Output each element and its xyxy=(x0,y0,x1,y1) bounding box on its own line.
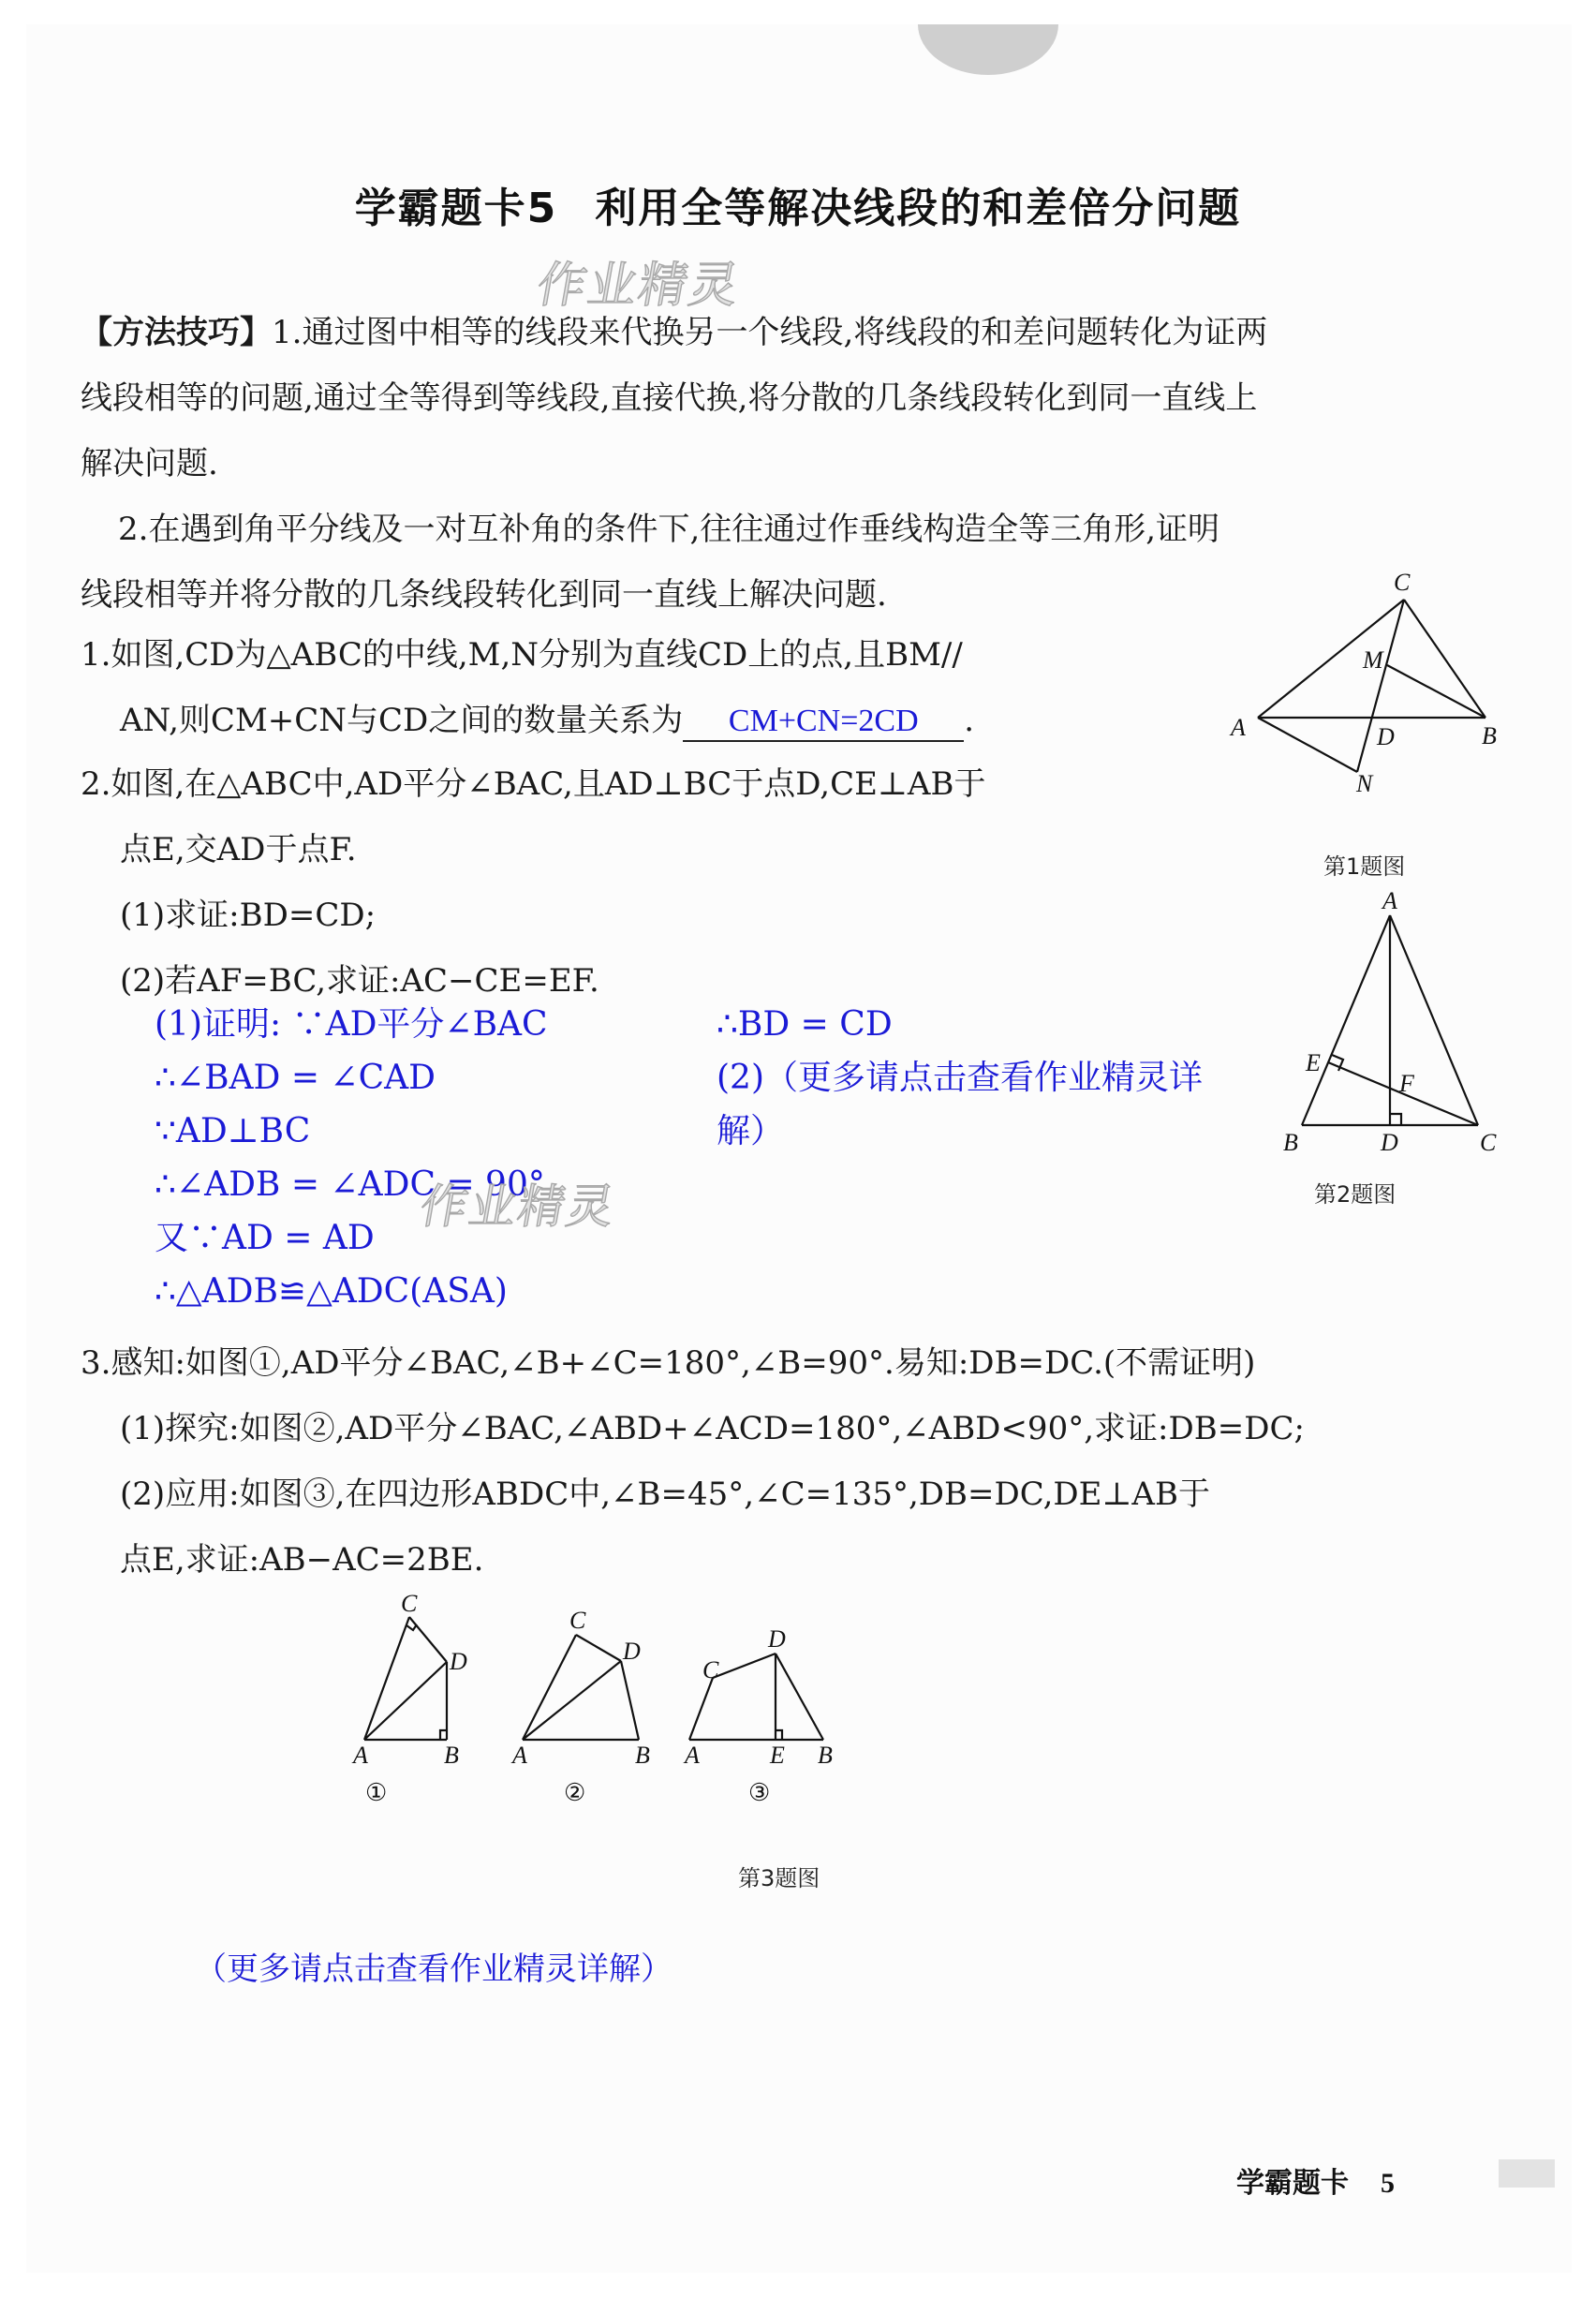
fig2-right-angle-D xyxy=(1390,1114,1401,1125)
fig3b-label-C: C xyxy=(569,1607,586,1634)
more-solutions-link[interactable]: （更多请点击查看作业精灵详解） xyxy=(195,1950,672,1988)
fig2-label-D: D xyxy=(1381,1129,1398,1156)
fig3a-number: ① xyxy=(365,1779,388,1806)
q1-period: . xyxy=(964,702,975,739)
fig3b-number: ② xyxy=(564,1779,586,1806)
fig3a-label-B: B xyxy=(444,1742,459,1769)
fig3b-line-DB xyxy=(621,1661,639,1740)
watermark-top: 作业精灵 xyxy=(532,258,746,314)
fig3b-label-D: D xyxy=(623,1638,641,1665)
fig3a-line-CD xyxy=(409,1617,447,1662)
fig1-line-MB xyxy=(1387,665,1485,718)
fig1-label-C: C xyxy=(1394,569,1411,596)
method-label: 【方法技巧】 xyxy=(81,314,272,351)
q2-part-2: (2)若AF=BC,求证:AC−CE=EF. xyxy=(120,962,599,1000)
method-line-5: 线段相等并将分散的几条线段转化到同一直线上解决问题. xyxy=(81,576,887,614)
fig1-label-B: B xyxy=(1482,722,1497,749)
fig1-label-N: N xyxy=(1356,770,1373,797)
solution-line: ∴BD = CD xyxy=(717,1005,893,1044)
q1-answer: CM+CN=2CD xyxy=(683,703,964,742)
fig1-label-M: M xyxy=(1363,646,1383,674)
fig3a-label-C: C xyxy=(401,1590,418,1617)
solution-more-link-cont[interactable]: 解） xyxy=(717,1112,785,1150)
fig3c-label-E: E xyxy=(770,1742,785,1769)
figure-1 xyxy=(1218,562,1527,834)
fig1-line-CB xyxy=(1404,600,1485,718)
fig3c-label-D: D xyxy=(768,1625,786,1653)
figure-2 xyxy=(1264,890,1527,1171)
method-line-2: 线段相等的问题,通过全等得到等线段,直接代换,将分散的几条线段转化到同一直线上 xyxy=(81,379,1258,417)
method-line-4: 2.在遇到角平分线及一对互补角的条件下,往往通过作垂线构造全等三角形,证明 xyxy=(118,511,1220,548)
card-label: 学霸题卡5 xyxy=(354,185,558,232)
fig3a-label-A: A xyxy=(353,1742,368,1769)
watermark-middle: 作业精灵 xyxy=(416,1179,621,1234)
fig1-label-A: A xyxy=(1231,714,1246,741)
solution-line: ∵AD⊥BC xyxy=(155,1112,311,1150)
q2-solution-left xyxy=(155,998,548,1318)
q2-part-1: (1)求证:BD=CD; xyxy=(120,897,377,934)
solution-line: 又∵AD = AD xyxy=(155,1219,375,1257)
page-title xyxy=(0,174,1596,234)
page-footer xyxy=(1236,2159,1395,2201)
figure-2-caption: 第2题图 xyxy=(1314,1181,1396,1208)
fig2-label-E: E xyxy=(1306,1049,1321,1076)
q2-line-2: 点E,交AD于点F. xyxy=(120,831,357,868)
q1-line-2: AN,则CM+CN与CD之间的数量关系为 xyxy=(120,702,684,739)
q2-solution-right xyxy=(717,998,1203,1158)
solution-line: ∴∠ADB = ∠ADC = 90° xyxy=(155,1165,545,1204)
fig2-line-AB xyxy=(1302,915,1390,1125)
fig2-label-C: C xyxy=(1480,1129,1497,1156)
question-1 xyxy=(81,622,1251,753)
fig3c-line-AC xyxy=(689,1678,713,1740)
figure-3-caption: 第3题图 xyxy=(738,1865,820,1891)
fig3b-label-B: B xyxy=(635,1742,650,1769)
fig3b-label-A: A xyxy=(512,1742,527,1769)
solution-line: (1)证明: ∵AD平分∠BAC xyxy=(155,1005,548,1044)
fig3a-right-angle-C xyxy=(406,1624,417,1630)
figure-3 xyxy=(347,1583,1236,1808)
question-3 xyxy=(81,1330,1532,1593)
fig3b-line-AD xyxy=(523,1661,621,1740)
q2-line-1: 2.如图,在△ABC中,AD平分∠BAC,且AD⊥BC于点D,CE⊥AB于 xyxy=(81,765,986,803)
fig1-label-D: D xyxy=(1377,723,1395,750)
solution-line: ∴△ADB≌△ADC(ASA) xyxy=(155,1272,508,1311)
solution-line: ∴∠BAD = ∠CAD xyxy=(155,1059,436,1097)
fig3c-line-CD xyxy=(713,1654,776,1678)
fig2-label-F: F xyxy=(1399,1070,1414,1097)
fig2-label-B: B xyxy=(1283,1129,1298,1156)
fig3c-line-DB xyxy=(776,1654,823,1740)
question-2 xyxy=(81,751,1251,1014)
method-line-1: 1.通过图中相等的线段来代换另一个线段,将线段的和差问题转化为证两 xyxy=(272,314,1268,351)
title-text: 利用全等解决线段的和差倍分问题 xyxy=(595,185,1242,232)
q3-part-1: (1)探究:如图②,AD平分∠BAC,∠ABD+∠ACD=180°,∠ABD<90°,求证:DB=DC; xyxy=(120,1410,1305,1447)
q3-part-2-line-1: (2)应用:如图③,在四边形ABDC中,∠B=45°,∠C=135°,DB=DC,DE⊥AB于 xyxy=(120,1476,1210,1513)
fig3a-line-AD xyxy=(364,1662,447,1740)
fig3b-line-CD xyxy=(576,1635,621,1661)
fig1-line-AN xyxy=(1258,718,1357,772)
q3-part-2-line-2: 点E,求证:AB−AC=2BE. xyxy=(120,1541,484,1579)
fig3c-label-B: B xyxy=(818,1742,833,1769)
method-line-3: 解决问题. xyxy=(81,445,218,482)
fig3c-label-A: A xyxy=(685,1742,700,1769)
q1-line-1: 1.如图,CD为△ABC的中线,M,N分别为直线CD上的点,且BM// xyxy=(81,636,963,674)
fig3a-line-AC xyxy=(364,1617,409,1740)
solution-more-link[interactable]: (2)（更多请点击查看作业精灵详 xyxy=(717,1059,1203,1097)
fig3b-line-AC xyxy=(523,1635,576,1740)
fig2-label-A: A xyxy=(1382,890,1397,914)
q3-line-1: 3.感知:如图①,AD平分∠BAC,∠B+∠C=180°,∠B=90°.易知:DB=DC.(不需证明) xyxy=(81,1344,1256,1382)
footer-label: 学霸题卡 xyxy=(1236,2167,1349,2200)
page-number: 5 xyxy=(1381,2168,1395,2199)
footer-bar-decoration xyxy=(1499,2159,1555,2188)
fig3c-number: ③ xyxy=(748,1779,771,1806)
fig3c-label-C: C xyxy=(702,1656,719,1683)
fig3a-label-D: D xyxy=(450,1648,467,1675)
figure-1-caption: 第1题图 xyxy=(1323,853,1406,880)
